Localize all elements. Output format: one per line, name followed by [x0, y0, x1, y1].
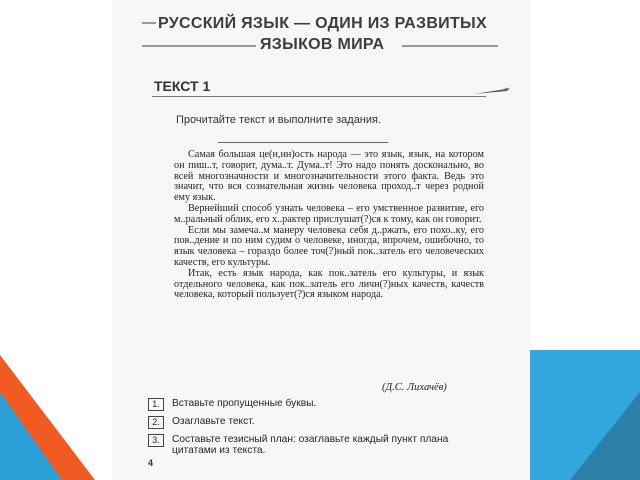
pen-icon [472, 86, 512, 96]
page-title-line1: РУССКИЙ ЯЗЫК — ОДИН ИЗ РАЗВИТЫХ [158, 15, 487, 32]
author-attribution: (Д.С. Лихачёв) [382, 382, 447, 393]
instruction-text: Прочитайте текст и выполните задания. [176, 114, 382, 126]
task-item [148, 398, 488, 412]
task-item [148, 434, 488, 458]
paragraph: Итак, есть язык народа, как пок..затель его культуры, и язык отдельного человека, как пок..затель его личн(?)ных качеств, качеств человека, который пользует(?)ся языком народа. [174, 267, 484, 301]
body-text [174, 150, 484, 301]
right-dark-triangle [570, 392, 640, 480]
page-title-line2: ЯЗЫКОВ МИРА [260, 36, 385, 53]
task-list [148, 398, 488, 462]
title-rule-left [142, 22, 156, 24]
paragraph: Самая большая це(н,нн)ость народа — это язык, язык, на котором он пиш..т, говорит, дума..т. Дума..т! Это надо понять досконально, во всей многозначности и многозначительности этого факта. Ведь это значит, что вся сознательная жизнь человека проход..т через родной ему язык. [174, 149, 484, 204]
title-rule-right-2 [402, 45, 498, 47]
scanned-page [112, 0, 530, 480]
task-item [148, 416, 488, 430]
text-label: ТЕКСТ 1 [154, 78, 211, 94]
paragraph: Если мы замеча..м манеру человека себя д..ржать, его похо..ку, его пов..дение и по ним судим о человеке, иногда, впрочем, ошибочно, то язык человека – гораздо более точ(?)ный пок..затель его человеческих качеств, его культуры. [174, 224, 484, 268]
task-number: 2. [148, 416, 164, 429]
task-text: Озаглавьте текст. [172, 416, 255, 427]
paragraph: Вернейший способ узнать человека – его умственное развитие, его м..ральный облик, его х..рактер прислушат(?)ся к тому, как он говорит. [174, 202, 484, 225]
title-rule-left-2 [142, 45, 256, 47]
page-number: 4 [148, 458, 154, 468]
task-number: 1. [148, 398, 164, 411]
text-label-rule [152, 96, 486, 97]
blue-corner-decoration [0, 392, 62, 480]
instruction-rule [218, 142, 388, 143]
task-number: 3. [148, 434, 164, 447]
task-text: Вставьте пропущенные буквы. [172, 398, 317, 409]
task-text: Составьте тезисный план: озаглавьте каждый пункт плана цитатами из текста. [172, 434, 449, 456]
